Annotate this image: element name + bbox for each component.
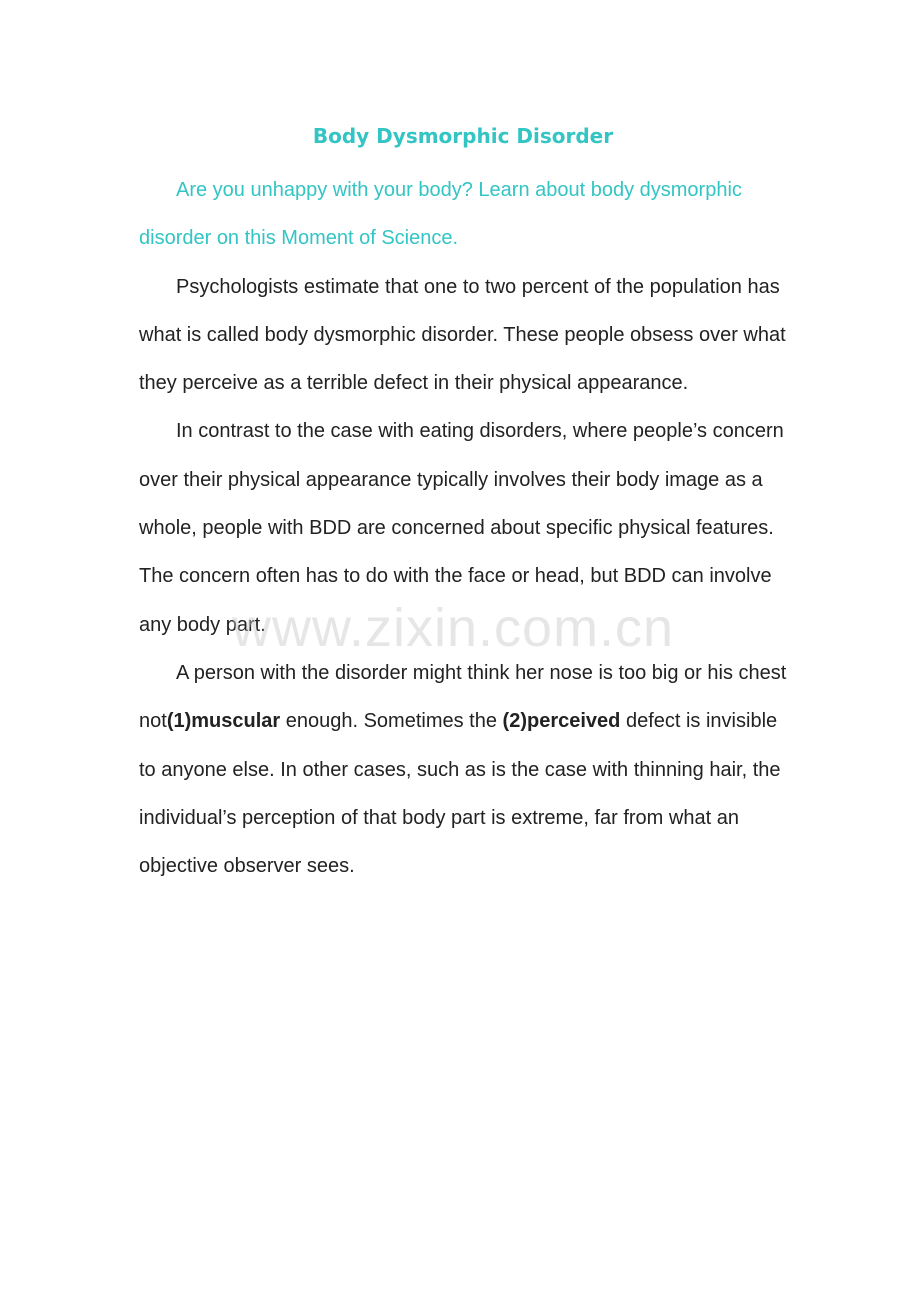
document-title: Body Dysmorphic Disorder (312, 124, 614, 148)
watermark-text: www.zixin.com.cn (232, 598, 675, 658)
paragraph-3-text-3: defect is invisible to anyone else. In other cases, such as is the case with thinning hair, the individual’s perception of that body part is extreme, far from what an objective observer sees. (139, 710, 781, 878)
paragraph-1: Psychologists estimate that one to two percent of the population has what is called body dysmorphic disorder. These people obsess over what they perceive as a terrible defect in their physical appearance. (139, 275, 786, 395)
paragraph-3 (139, 649, 787, 890)
paragraph-3-text-1: A person with the disorder might think her nose is too big or his chest not (139, 661, 787, 733)
vocab-perceived: (2)perceived (502, 710, 621, 733)
document-page (139, 118, 787, 890)
lead-paragraph: Are you unhappy with your body? Learn about body dysmorphic disorder on this Moment of Science. (139, 179, 742, 250)
paragraph-2: In contrast to the case with eating disorders, where people’s concern over their physical appearance typically involves their body image as a whole, people with BDD are concerned about specific physical features. The concern often has to do with the face or head, but BDD can involve any body part. (139, 420, 784, 636)
vocab-muscular: (1)muscular (166, 710, 281, 733)
paragraph-3-text-2: enough. Sometimes the (280, 710, 503, 733)
